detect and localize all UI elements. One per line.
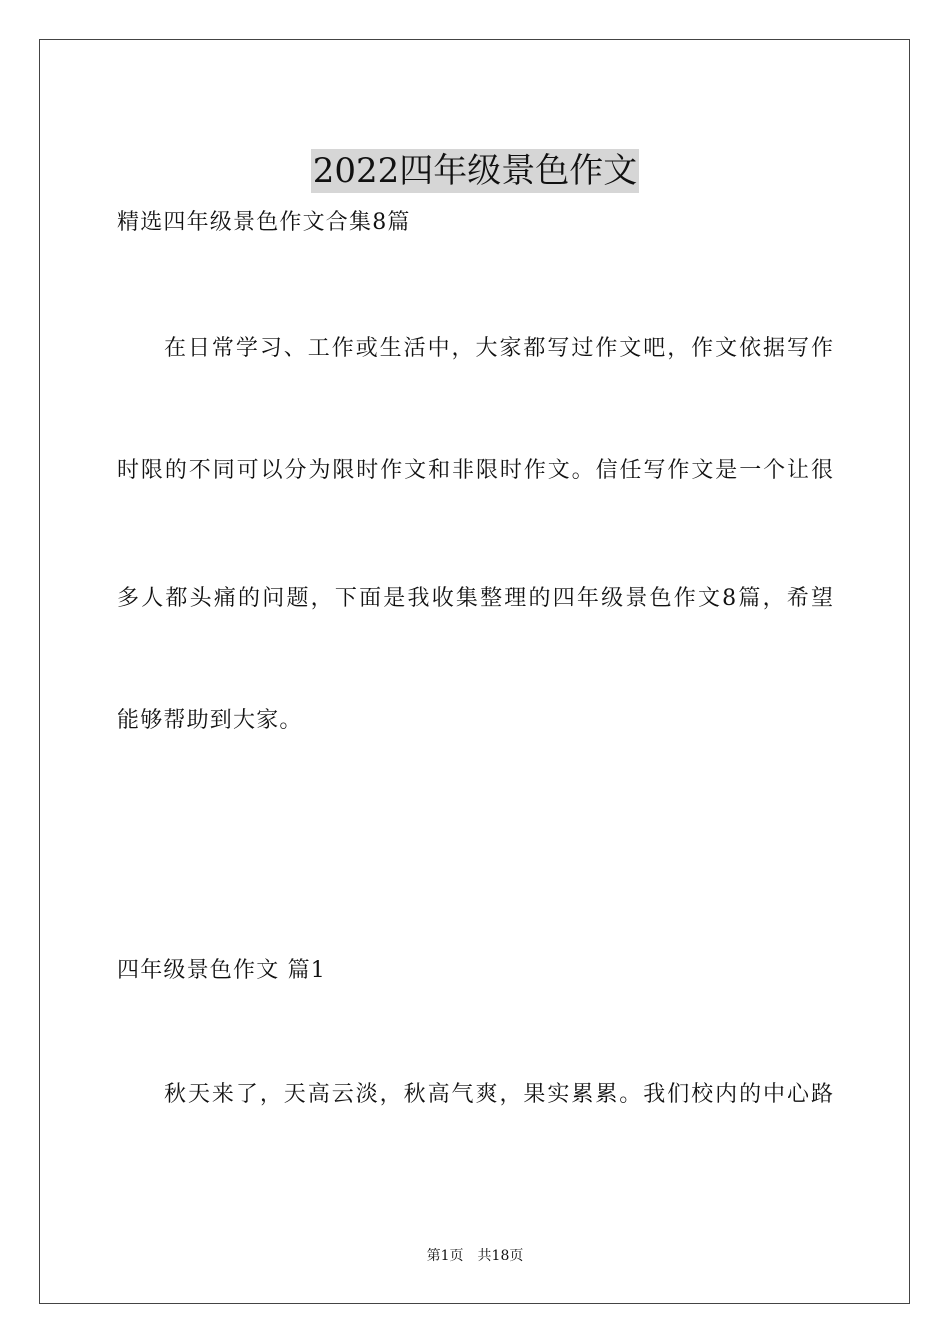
page-number: 第1页 <box>426 1248 464 1264</box>
intro-line-2: 时限的不同可以分为限时作文和非限时作文。信任写作文是一个让很 <box>117 458 833 483</box>
intro-line-1: 在日常学习、工作或生活中，大家都写过作文吧，作文依据写作 <box>164 336 833 361</box>
intro-line-3: 多人都头痛的问题，下面是我收集整理的四年级景色作文8篇，希望 <box>117 586 833 611</box>
page-footer <box>0 1246 950 1266</box>
section-heading: 四年级景色作文 篇1 <box>117 958 326 983</box>
document-title: 2022四年级景色作文 <box>312 150 638 191</box>
title-wrap <box>0 126 950 216</box>
section-line-1: 秋天来了，天高云淡，秋高气爽，果实累累。我们校内的中心路 <box>164 1082 833 1107</box>
page-total: 共18页 <box>477 1248 524 1264</box>
intro-line-4: 能够帮助到大家。 <box>117 708 303 733</box>
document-subtitle: 精选四年级景色作文合集8篇 <box>117 210 411 235</box>
